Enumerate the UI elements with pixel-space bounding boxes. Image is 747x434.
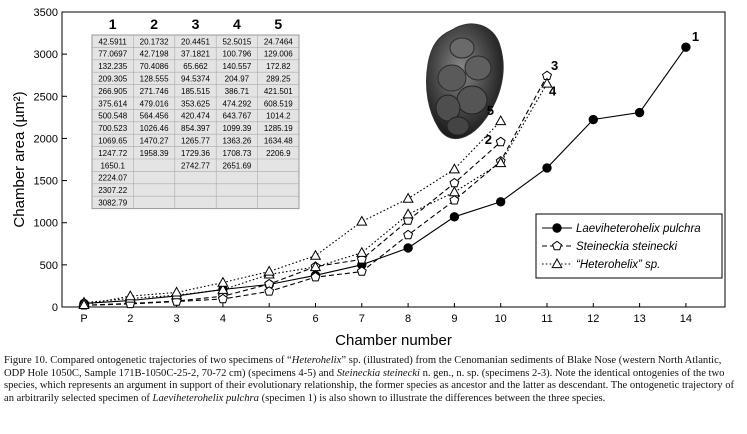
data-point (589, 115, 597, 123)
table-cell: 70.4086 (139, 62, 169, 72)
series-end-label: 5 (486, 102, 494, 118)
table-cell: 1634.48 (263, 136, 293, 146)
y-tick-label: 0 (51, 302, 58, 314)
table-cell: 474.292 (222, 99, 252, 109)
y-tick-label: 500 (39, 259, 58, 272)
caption-text: Figure 10. Compared ontogenetic trajectories of two specimens of “ (4, 355, 292, 366)
table-cell: 24.7464 (263, 37, 293, 47)
table-cell: 2307.22 (98, 186, 128, 196)
table-cell: 353.625 (181, 99, 210, 109)
table-cell: 94.5374 (181, 74, 210, 84)
data-point (357, 217, 367, 226)
data-point (450, 164, 460, 173)
data-point (450, 187, 460, 196)
x-tick-label: 9 (451, 313, 458, 325)
table-header: 5 (274, 16, 283, 32)
table-cell: 1069.65 (98, 136, 128, 146)
caption-text: (specimen 1) is also shown to illustrate the differences between the three species. (258, 392, 606, 404)
data-point (450, 213, 458, 221)
table-cell: 289.25 (266, 74, 291, 84)
legend-entry: Laeviheterohelix pulchra (576, 223, 701, 235)
y-axis-label: Chamber area (µm²) (11, 91, 28, 228)
x-tick-label: P (80, 313, 88, 325)
table-cell: 2742.77 (181, 161, 210, 171)
data-point (311, 251, 321, 260)
table-cell: 1247.72 (98, 148, 128, 158)
table-cell: 700.523 (98, 124, 128, 134)
data-point (404, 244, 412, 252)
table-cell: 1363.26 (222, 136, 252, 146)
x-tick-label: 3 (173, 313, 180, 325)
data-point (635, 108, 643, 116)
table-cell: 42.5911 (98, 37, 127, 47)
data-point (403, 194, 413, 203)
table-cell: 375.614 (98, 99, 128, 109)
caption-text: ” sp. (illustrated) from the Cenomanian sediments of Blake Nose (western North Atlantic, ODP Hole 1050C, Sample 171B-1050C-25-2, 70-72 cm) (specimens 4-5) and (4, 355, 722, 379)
table-cell: 1265.77 (181, 136, 210, 146)
x-tick-label: 6 (312, 313, 319, 325)
x-tick-label: 7 (358, 313, 365, 325)
table-cell: 271.746 (139, 86, 169, 96)
x-tick-label: 10 (494, 313, 507, 325)
table-cell: 608.519 (263, 99, 293, 109)
table-cell: 2224.07 (98, 173, 128, 183)
series-end-label: 3 (551, 57, 559, 73)
x-tick-label: 13 (633, 313, 646, 325)
x-tick-label: 2 (127, 313, 134, 325)
table-cell: 479.016 (139, 99, 169, 109)
table-header: 4 (233, 16, 241, 32)
table-cell: 1958.39 (139, 148, 169, 158)
x-tick-label: 14 (679, 313, 693, 325)
data-point (496, 116, 506, 125)
table-cell: 185.515 (181, 86, 210, 96)
x-tick-label: 4 (219, 313, 226, 325)
table-cell: 3082.79 (98, 198, 128, 208)
table-cell: 500.548 (98, 111, 128, 121)
data-point (357, 248, 367, 257)
data-point (682, 43, 690, 51)
data-point (543, 164, 551, 172)
table-cell: 2651.69 (222, 161, 252, 171)
table-cell: 20.4451 (181, 37, 210, 47)
caption-italic-text: Laeviheterohelix pulchra (152, 392, 259, 404)
y-tick-label: 2000 (33, 133, 58, 146)
legend (536, 214, 722, 278)
table-cell: 2206.9 (266, 148, 291, 158)
table-cell: 65.662 (183, 62, 208, 72)
table-cell: 420.474 (181, 111, 210, 121)
table-cell: 643.767 (222, 111, 252, 121)
table-cell: 1708.73 (222, 148, 252, 158)
data-point (218, 278, 228, 287)
table-cell: 421.501 (263, 86, 293, 96)
caption-italic-text: Heterohelix (291, 355, 342, 366)
data-point (450, 196, 459, 204)
x-tick-label: 12 (587, 313, 600, 325)
table-cell: 129.006 (263, 49, 293, 59)
x-axis-label: Chamber number (335, 332, 452, 349)
table-cell: 266.905 (98, 86, 128, 96)
table-cell: 172.82 (266, 62, 291, 72)
caption-italic-text: Steineckia steinecki (336, 367, 420, 379)
table-cell: 140.557 (222, 62, 252, 72)
table-cell: 1729.36 (181, 148, 210, 158)
y-tick-label: 2500 (33, 91, 58, 104)
legend-entry: Steineckia steinecki (576, 241, 677, 253)
fossil-illustration (427, 24, 504, 139)
table-cell: 52.5015 (222, 37, 252, 47)
data-point (404, 230, 413, 238)
series-end-label: 4 (549, 83, 557, 99)
table-header: 2 (150, 16, 158, 32)
y-tick-label: 3500 (33, 7, 58, 19)
x-tick-label: 11 (541, 313, 553, 325)
table-header: 1 (108, 16, 117, 32)
x-tick-label: 8 (405, 313, 412, 325)
table-cell: 20.1732 (139, 37, 169, 47)
y-tick-label: 1000 (33, 217, 58, 230)
table-cell: 128.555 (139, 74, 169, 84)
table-cell: 132.235 (98, 62, 128, 72)
table-cell: 100.796 (222, 49, 252, 59)
table-cell: 1099.39 (222, 124, 252, 134)
x-tick-label: 5 (266, 313, 273, 325)
table-cell: 1650.1 (100, 161, 125, 171)
figure-caption (4, 355, 744, 405)
caption-text: n. gen., n. sp. (specimens 2-3). Note the identical ontogenies of the two species, which represents an argument in support of their evolutionary relationship, the former species as ancestor and the latter as descendant. The ontogenetic trajectory of an arbitrarily selected specimen of (4, 367, 735, 404)
data-table (92, 16, 299, 209)
table-cell: 1014.2 (266, 111, 291, 121)
table-cell: 37.1821 (181, 49, 210, 59)
data-point (497, 198, 505, 206)
data-point (264, 266, 274, 275)
table-header: 3 (191, 16, 200, 32)
table-cell: 854.397 (181, 124, 210, 134)
table-cell: 42.7198 (139, 49, 169, 59)
table-cell: 386.71 (224, 86, 250, 96)
data-point (496, 137, 505, 145)
data-point (553, 224, 561, 232)
y-tick-label: 1500 (33, 175, 58, 188)
series-end-label: 1 (691, 29, 700, 45)
table-cell: 1285.19 (263, 124, 293, 134)
table-cell: 564.456 (139, 111, 169, 121)
table-cell: 204.97 (224, 74, 250, 84)
legend-entry: “Heterohelix” sp. (576, 259, 661, 271)
data-point (450, 179, 459, 187)
table-cell: 1026.46 (139, 124, 169, 134)
table-cell: 1470.27 (139, 136, 169, 146)
data-point (172, 287, 182, 296)
data-point (403, 209, 413, 218)
table-cell: 209.305 (98, 74, 128, 84)
series-end-label: 2 (484, 131, 492, 147)
table-cell: 77.0697 (98, 49, 128, 59)
y-tick-label: 3000 (33, 49, 58, 62)
